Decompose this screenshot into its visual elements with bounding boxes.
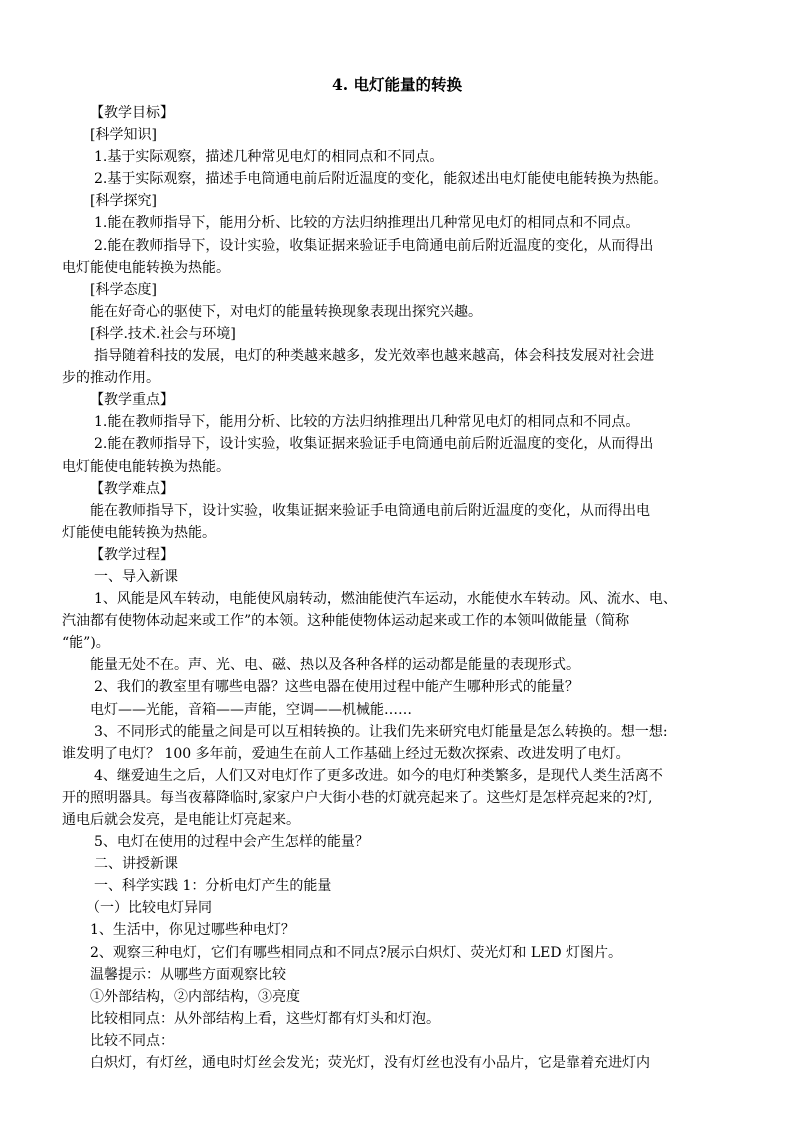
body-line: 能在好奇心的驱使下，对电灯的能量转换现象表现出探究兴趣。: [90, 303, 482, 320]
body-line: 2、观察三种电灯，它们有哪些相同点和不同点?展示白炽灯、荧光灯和 LED 灯图片。: [90, 944, 623, 961]
body-line: 1、风能是风车转动，电能使风扇转动，燃油能使汽车运动，水能使水车转动。风、流水、电、: [94, 591, 677, 608]
body-line: 温馨提示：从哪些方面观察比较: [90, 966, 286, 983]
section-heading: 【教学目标】: [90, 105, 174, 121]
sub-heading: [科学.技术.社会与环境]: [90, 325, 236, 342]
body-line: “能”)。: [62, 635, 110, 652]
document-title: 4. 电灯能量的转换: [331, 75, 463, 94]
body-line: 1.基于实际观察，描述几种常见电灯的相同点和不同点。: [94, 149, 444, 166]
document-body: [0, 102, 794, 1074]
body-line: 2.基于实际观察，描述手电筒通电前后附近温度的变化，能叙述出电灯能使电能转换为热能。: [94, 171, 668, 188]
body-line: 一、导入新课: [94, 568, 178, 585]
body-line: 电灯能使电能转换为热能。: [62, 458, 230, 475]
body-line: 1、生活中，你见过哪些种电灯？: [90, 922, 295, 939]
section-heading: 【教学重点】: [90, 392, 174, 409]
body-line: 步的推动作用。: [62, 370, 160, 387]
body-line: ①外部结构，②内部结构，③亮度: [90, 988, 300, 1005]
body-line: 谁发明了电灯？ 100 多年前，爱迪生在前人工作基础上经过无数次探索、改进发明了电灯。: [62, 745, 630, 762]
section-heading: 二、讲授新课: [94, 856, 178, 873]
body-line: 开的照明器具。每当夜幕降临时,家家户户大街小巷的灯就亮起来了。这些灯是怎样亮起来的?灯,: [62, 789, 653, 806]
sub-heading: （一）比较电灯异同: [86, 900, 212, 917]
sub-heading: 一、科学实践 1：分析电灯产生的能量: [94, 878, 332, 895]
body-line: 白炽灯，有灯丝，通电时灯丝会发光；荧光灯，没有灯丝也没有小品片，它是靠着充进灯内: [90, 1055, 650, 1072]
section-heading: 【教学过程】: [90, 546, 174, 563]
body-line: 通电后就会发亮，是电能让灯亮起来。: [62, 812, 300, 828]
section-heading: 【教学难点】: [90, 480, 174, 497]
body-line: 2、我们的教室里有哪些电器？这些电器在使用过程中能产生哪种形式的能量？: [94, 679, 579, 696]
body-line: 2.能在教师指导下，设计实验，收集证据来验证手电筒通电前后附近温度的变化，从而得出: [94, 436, 654, 453]
body-line: 5、电灯在使用的过程中会产生怎样的能量？: [94, 834, 369, 851]
body-line: 能量无处不在。声、光、电、磁、热以及各种各样的运动都是能量的表现形式。: [90, 657, 580, 674]
body-line: 4、继爱迪生之后，人们又对电灯作了更多改进。如今的电灯种类繁多，是现代人类生活离不: [94, 767, 663, 784]
body-line: 2.能在教师指导下，设计实验，收集证据来验证手电筒通电前后附近温度的变化，从而得出: [94, 237, 654, 254]
body-line: 1.能在教师指导下，能用分析、比较的方法归纳推理出几种常见电灯的相同点和不同点。: [94, 414, 640, 431]
body-line: 1.能在教师指导下，能用分析、比较的方法归纳推理出几种常见电灯的相同点和不同点。: [94, 215, 640, 232]
body-line: 指导随着科技的发展，电灯的种类越来越多，发光效率也越来越高，体会科技发展对社会进: [94, 348, 654, 365]
body-line: 电灯能使电能转换为热能。: [62, 259, 230, 276]
sub-heading: [科学态度]: [90, 281, 157, 298]
sub-heading: [科学探究]: [90, 193, 157, 210]
body-line: 能在教师指导下，设计实验，收集证据来验证手电筒通电前后附近温度的变化，从而得出电: [90, 502, 650, 519]
body-line: 汽油都有使物体动起来或工作”的本领。这种能使物体运动起来或工作的本领叫做能量（简称: [62, 613, 630, 630]
body-line: 比较相同点：从外部结构上看，这些灯都有灯头和灯泡。: [90, 1010, 440, 1027]
body-line: 电灯——光能，音箱——声能，空调——机械能……: [90, 701, 412, 718]
body-line: 灯能使电能转换为热能。: [62, 524, 216, 541]
body-line: 3、不同形式的能量之间是可以互相转换的。让我们先来研究电灯能量是怎么转换的。想一想:: [94, 723, 668, 740]
body-line: 比较不同点：: [90, 1032, 174, 1049]
sub-heading: [科学知识]: [90, 127, 157, 144]
